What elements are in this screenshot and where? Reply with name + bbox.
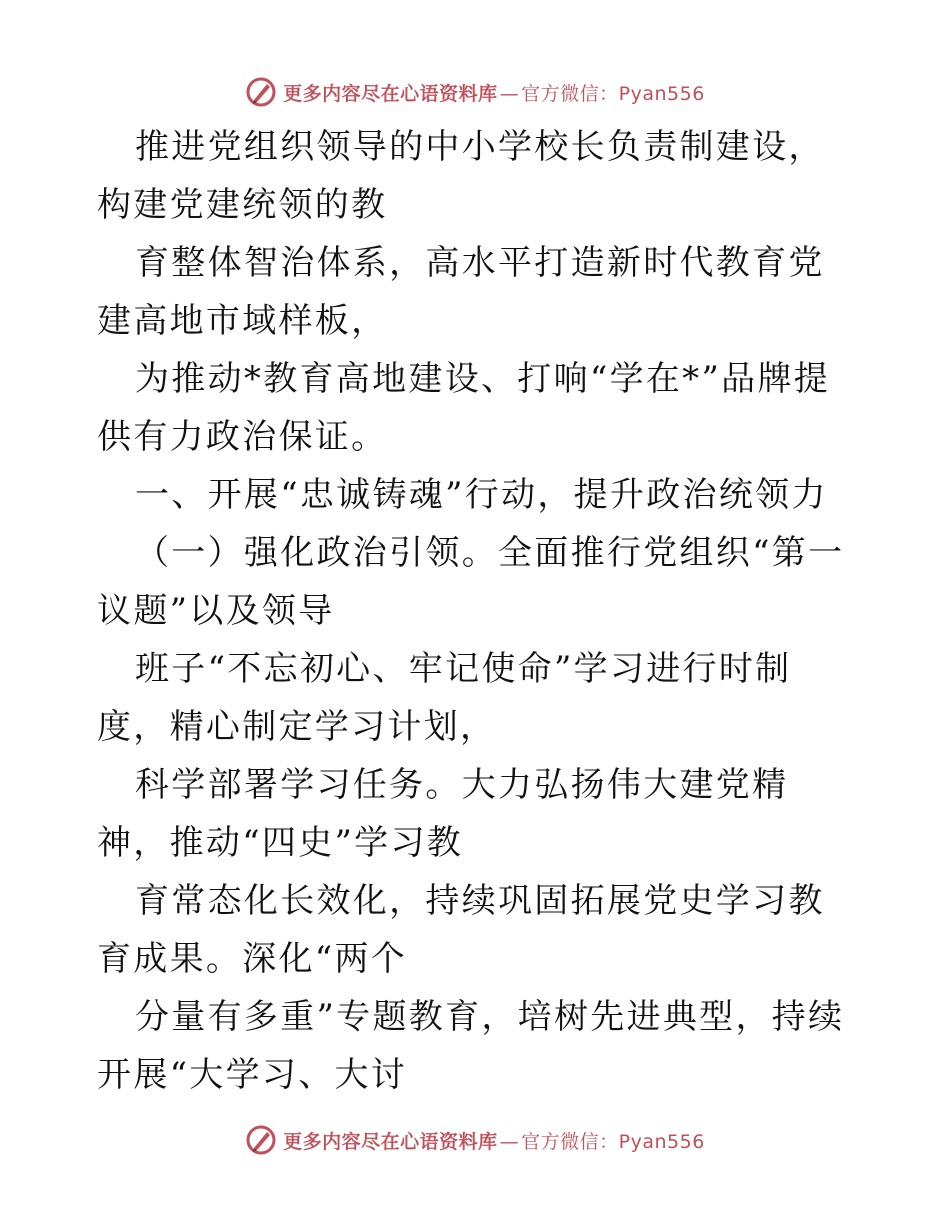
paragraph-line: 科学部署学习任务。大力弘扬伟大建党精神，推 bbox=[97, 765, 789, 863]
watermark-dash: — bbox=[499, 1130, 520, 1153]
header-watermark bbox=[0, 72, 950, 112]
footer-watermark bbox=[0, 1120, 950, 1160]
paragraph-line: 展“大学习、大讨 bbox=[133, 1055, 408, 1095]
document-body bbox=[97, 118, 857, 1104]
paragraph bbox=[97, 756, 857, 872]
watermark-contact: 官方微信：Pyan556 bbox=[521, 1130, 705, 1153]
watermark-contact: 官方微信：Pyan556 bbox=[521, 82, 705, 105]
paragraph-line: 动“四史”学习教 bbox=[205, 823, 464, 863]
section-heading bbox=[97, 466, 857, 524]
paragraph bbox=[97, 350, 857, 466]
paragraph-line: 分量有多重”专题教育，培树先进典型，持续开 bbox=[97, 997, 845, 1095]
paragraph bbox=[97, 234, 857, 350]
paragraph bbox=[97, 872, 857, 988]
paragraph-line: 一、开展“忠诚铸魂”行动，提升政治统领力 bbox=[135, 475, 828, 515]
paragraph-line: 有力政治保证。 bbox=[133, 417, 388, 457]
watermark-text bbox=[283, 1127, 705, 1154]
paragraph-line: 育常态化长效化，持续巩固拓展党史学习教育成 bbox=[97, 881, 825, 979]
paragraph-line: 果。深化“两个 bbox=[169, 939, 408, 979]
paragraph bbox=[97, 524, 857, 640]
pen-logo-icon bbox=[245, 1124, 277, 1156]
paragraph bbox=[97, 640, 857, 756]
paragraph-line: 题”以及领导 bbox=[133, 591, 335, 631]
paragraph-line: 班子“不忘初心、牢记使命”学习进行时制度， bbox=[97, 649, 792, 747]
paragraph bbox=[97, 118, 857, 234]
paragraph-line: 推进党组织领导的中小学校长负责制建设，构建 bbox=[97, 127, 825, 225]
watermark-dash: — bbox=[499, 82, 520, 105]
watermark-main: 更多内容尽在心语资料库 bbox=[283, 1130, 498, 1153]
paragraph-line: 育整体智治体系，高水平打造新时代教育党建高 bbox=[97, 243, 825, 341]
paragraph-line: 为推动*教育高地建设、打响“学在*”品牌提供 bbox=[97, 359, 831, 457]
pen-logo-icon bbox=[245, 76, 277, 108]
paragraph-line: 地市域样板， bbox=[169, 301, 388, 341]
paragraph-line: 精心制定学习计划， bbox=[169, 707, 497, 747]
paragraph-line: 党建统领的教 bbox=[169, 185, 388, 225]
watermark-text bbox=[283, 79, 705, 106]
paragraph-line: （一）强化政治引领。全面推行党组织“第一议 bbox=[97, 533, 845, 631]
paragraph bbox=[97, 988, 857, 1104]
watermark-main: 更多内容尽在心语资料库 bbox=[283, 82, 498, 105]
